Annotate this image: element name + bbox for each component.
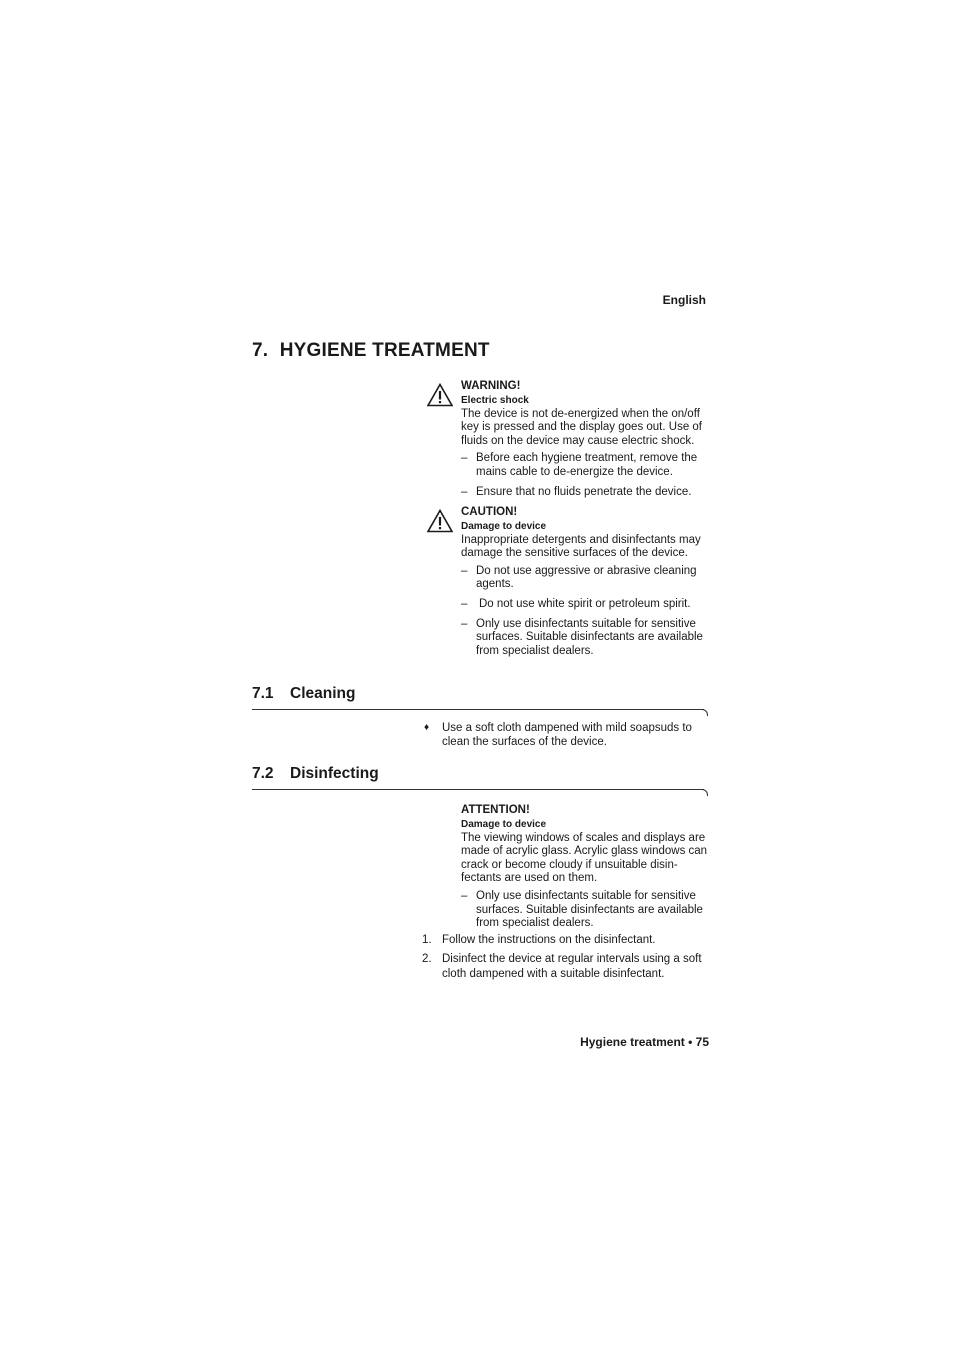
attention-item: – Only use disinfectants suitable for sensitive surfaces. Suitable disinfectants are available from specialist dealers. [461,889,703,930]
chapter-title-text: HYGIENE TREATMENT [279,340,490,361]
caution-item: – Only use disinfectants suitable for sensitive surfaces. Suitable disinfectants are available from specialist dealers. [461,617,703,657]
chapter-number: 7. [252,340,269,361]
warning-item: – Ensure that no fluids penetrate the device. [461,485,692,498]
warning-subtitle: Electric shock [461,394,529,406]
caution-triangle-icon [427,509,453,538]
warning-label: WARNING! [461,380,521,392]
language-label: English [662,293,706,307]
attention-label: ATTENTION! [461,804,530,816]
section-rule [252,709,704,710]
caution-text: Inappropriate detergents and disinfectants may damage the sensitive surfaces of the device. [461,533,701,560]
section-number: 7.2 [252,765,274,782]
diamond-bullet-icon: ♦ [424,722,430,733]
section-heading-cleaning [252,685,355,703]
caution-item: – Do not use aggressive or abrasive cleaning agents. [461,564,697,591]
section-heading-disinfecting [252,765,379,783]
caution-block [461,506,711,658]
list-item: 1. Follow the instructions on the disinfectant. [422,934,656,946]
attention-text: The viewing windows of scales and displays are made of acrylic glass. Acrylic glass windows can crack or become cloudy if unsuitable disin-fectants are used on them. [461,831,708,885]
section-number: 7.1 [252,685,274,702]
chapter-title [252,340,490,362]
section-title: Disinfecting [290,765,379,782]
warning-block [461,380,711,499]
attention-block [461,804,711,931]
page-footer: Hygiene treatment • 75 [580,1035,709,1049]
list-item: 2. Disinfect the device at regular intervals using a soft cloth dampened with a suitable disinfectant. [422,953,702,980]
caution-label: CAUTION! [461,506,518,518]
section-rule [252,789,704,790]
cleaning-instruction: ♦ Use a soft cloth dampened with mild soapsuds to clean the surfaces of the device. [424,722,692,749]
caution-item: – Do not use white spirit or petroleum spirit. [461,597,691,610]
warning-triangle-icon [427,383,453,412]
section-title: Cleaning [290,685,356,702]
warning-item: – Before each hygiene treatment, remove the mains cable to de-energize the device. [461,452,698,478]
caution-subtitle: Damage to device [461,520,547,532]
attention-subtitle: Damage to device [461,818,547,830]
warning-text: The device is not de-energized when the on/off key is pressed and the display goes out. Use of fluids on the device may cause electric shock. [461,407,703,447]
disinfecting-steps [420,933,710,986]
